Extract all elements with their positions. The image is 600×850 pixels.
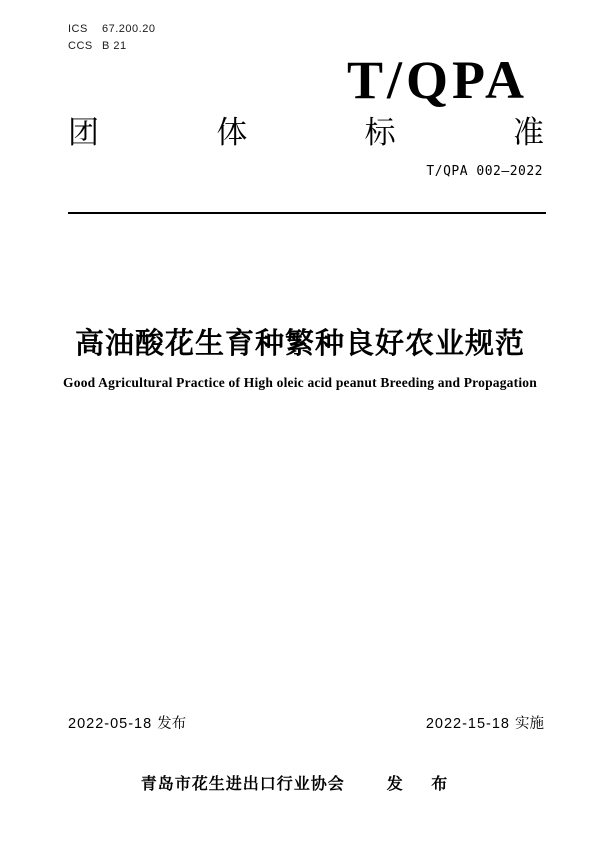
ccs-code: B 21 [102, 40, 127, 52]
header-divider [68, 212, 546, 214]
issue-date-line [68, 714, 186, 734]
implementation-date-line [426, 714, 544, 734]
classification-codes [68, 21, 155, 55]
standard-body-logo: T/QPA [347, 50, 528, 110]
issuer-row [0, 771, 600, 794]
implementation-label: 实施 [515, 716, 544, 732]
ccs-label: CCS [68, 40, 93, 52]
ccs-code-line [68, 38, 155, 55]
document-title-chinese: 高油酸花生育种繁种良好农业规范 [74, 328, 525, 360]
standard-type-char: 标 [364, 115, 396, 150]
standard-type-char: 准 [512, 115, 544, 150]
ics-label: ICS [68, 23, 88, 35]
issue-label: 发布 [157, 716, 187, 732]
ics-code: 67.200.20 [102, 23, 156, 35]
standard-type-char: 团 [68, 115, 99, 150]
publish-label: 发 布 [386, 776, 460, 793]
dates-row [68, 714, 544, 734]
issue-date: 2022-05-18 [68, 716, 153, 732]
document-title-english: Good Agricultural Practice of High oleic acid peanut Breeding and Propagation [63, 375, 537, 390]
standard-number: T/QPA 002—2022 [426, 164, 543, 179]
standard-type-heading [68, 114, 544, 152]
ics-code-line [68, 21, 155, 38]
implementation-date: 2022-15-18 [425, 716, 510, 732]
standard-type-char: 体 [216, 115, 248, 150]
issuer-name: 青岛市花生进出口行业协会 [140, 776, 345, 793]
